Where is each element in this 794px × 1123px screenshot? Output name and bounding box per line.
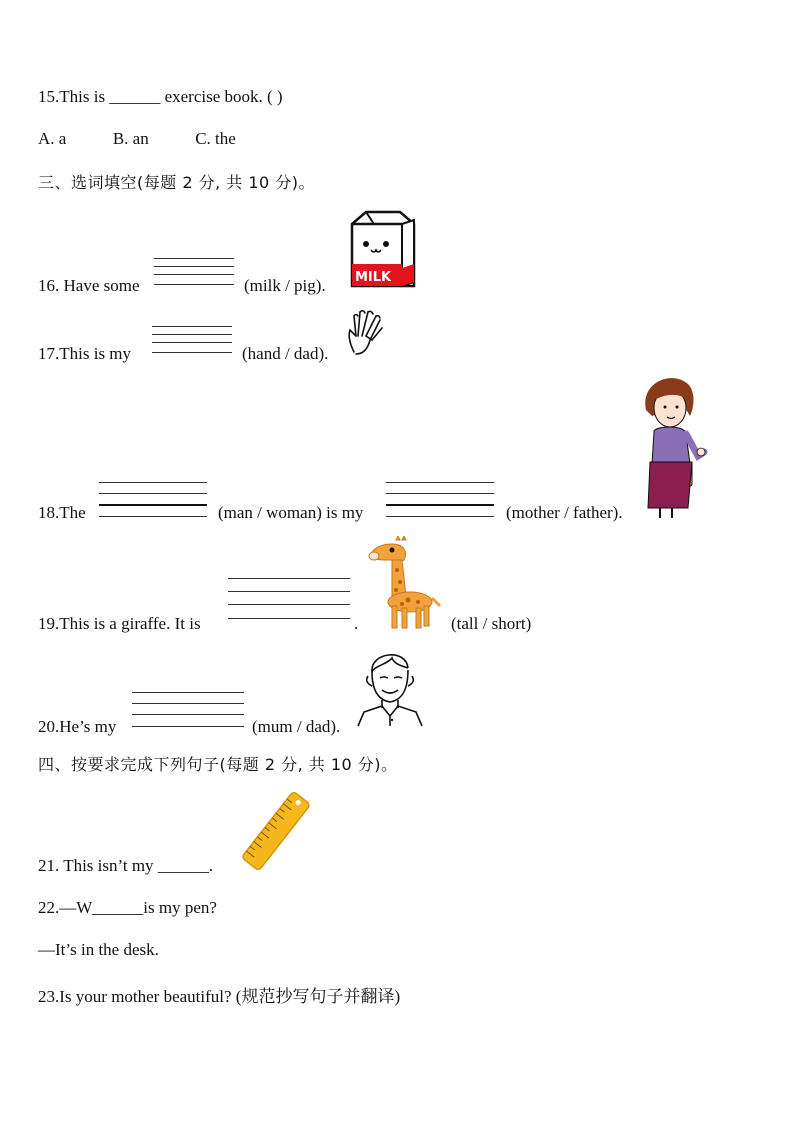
- question-22: [38, 898, 217, 918]
- q18-choice-2: (mother / father).: [506, 503, 623, 522]
- q17-choice: (hand / dad).: [242, 344, 329, 363]
- section-3-title: 三、选词填空(每题 2 分, 共 10 分)。: [38, 173, 316, 192]
- q22-answer-line: —It’s in the desk.: [38, 940, 159, 959]
- q22-blank[interactable]: ______: [92, 898, 144, 917]
- woman-icon: [638, 376, 708, 522]
- q17-writing-lines[interactable]: [152, 326, 232, 356]
- q15-options: [38, 129, 236, 149]
- q20-writing-lines[interactable]: [132, 692, 244, 728]
- q21-suffix: .: [208, 856, 214, 875]
- question-15: [38, 87, 283, 107]
- q22-suffix: is my pen?: [143, 898, 217, 917]
- q15-prefix: 15.This is: [38, 87, 110, 106]
- q19-period: .: [354, 614, 359, 633]
- q18-prefix: 18.The: [38, 503, 86, 522]
- man-portrait-icon: [354, 646, 430, 728]
- q15-blank[interactable]: ______: [109, 87, 161, 106]
- question-21: [38, 856, 213, 876]
- q15-option-b: B. an: [112, 129, 149, 148]
- q16-choice: (milk / pig).: [244, 276, 326, 295]
- q15-option-a: A. a: [38, 129, 67, 148]
- question-23: 23.Is your mother beautiful? (规范抄写句子并翻译): [38, 987, 401, 1006]
- q21-prefix: 21. This isn’t my: [38, 856, 158, 875]
- q15-suffix: exercise book. ( ): [160, 87, 283, 106]
- q19-prefix: 19.This is a giraffe. It is: [38, 614, 201, 633]
- q20-choice: (mum / dad).: [252, 717, 341, 736]
- q22-prefix: 22.—W: [38, 898, 93, 917]
- q18-choice-1: (man / woman) is my: [218, 503, 364, 522]
- milk-label: MILK: [355, 270, 392, 285]
- q17-prefix: 17.This is my: [38, 344, 132, 363]
- q18-writing-lines-2[interactable]: [386, 482, 494, 518]
- section-4-title: 四、按要求完成下列句子(每题 2 分, 共 10 分)。: [38, 755, 398, 774]
- giraffe-icon: [362, 536, 442, 630]
- q20-prefix: 20.He’s my: [38, 717, 117, 736]
- q21-blank[interactable]: ______: [157, 856, 209, 875]
- q18-writing-lines-1[interactable]: [99, 482, 207, 518]
- q16-writing-lines[interactable]: [154, 258, 234, 288]
- hand-icon: [344, 306, 390, 358]
- q19-choice: (tall / short): [451, 614, 532, 633]
- milk-carton-icon: [344, 210, 420, 292]
- q16-prefix: 16. Have some: [38, 276, 140, 295]
- q19-writing-lines[interactable]: [228, 578, 350, 620]
- ruler-icon: [240, 790, 312, 872]
- q15-option-c: C. the: [195, 129, 236, 148]
